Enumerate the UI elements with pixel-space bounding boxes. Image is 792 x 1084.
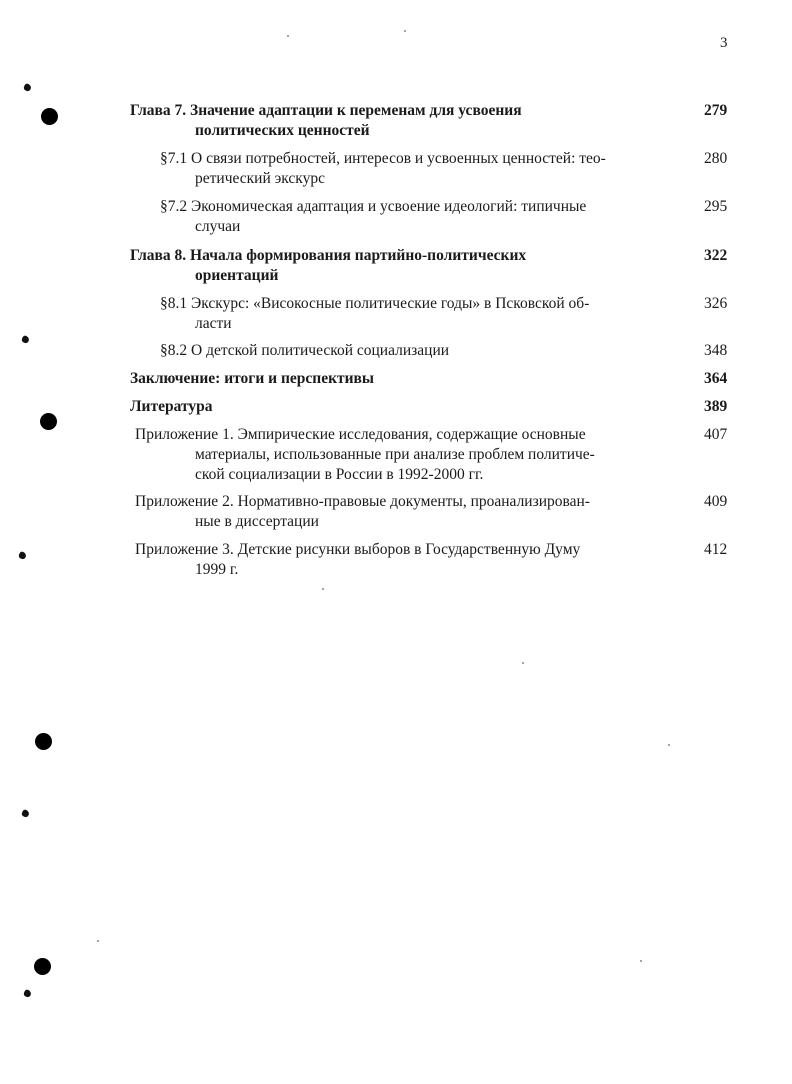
entry-page-number: 364 bbox=[704, 370, 728, 387]
entry-title-line: Приложение 1. Эмпирические исследования, содержащие основные bbox=[135, 426, 586, 443]
entry-page-number: 326 bbox=[704, 295, 728, 312]
entry-title-line: ориентаций bbox=[195, 267, 279, 284]
entry-title-line: Приложение 2. Нормативно-правовые документы, проанализирован- bbox=[135, 493, 590, 510]
entry-title-line: Литература bbox=[130, 398, 213, 415]
entry-page-number: 322 bbox=[704, 247, 728, 264]
entry-title-line: политических ценностей bbox=[195, 122, 370, 139]
entry-page-number: 280 bbox=[704, 150, 728, 167]
entry-page-number: 279 bbox=[704, 102, 728, 119]
entry-page-number: 407 bbox=[704, 426, 728, 443]
entry-title-line: Глава 7. Значение адаптации к переменам для усвоения bbox=[130, 102, 522, 119]
entry-page-number: 412 bbox=[704, 541, 728, 558]
entry-title-line: ные в диссертации bbox=[195, 513, 319, 530]
entry-title-line: Глава 8. Начала формирования партийно-политических bbox=[130, 247, 527, 264]
entry-title-line: ретический экскурс bbox=[195, 170, 326, 187]
entry-title-line: §8.2 О детской политической социализации bbox=[160, 342, 450, 359]
entry-page-number: 295 bbox=[704, 198, 728, 215]
entry-title-line: ской социализации в России в 1992-2000 гг. bbox=[195, 466, 484, 483]
entry-title-line: Заключение: итоги и перспективы bbox=[130, 370, 375, 387]
entry-title-line: Приложение 3. Детские рисунки выборов в Государственную Думу bbox=[135, 541, 581, 558]
entry-title-line: материалы, использованные при анализе проблем политиче- bbox=[195, 446, 595, 463]
entry-title-line: случаи bbox=[195, 218, 241, 235]
entry-page-number: 409 bbox=[704, 493, 728, 510]
page-number: 3 bbox=[720, 35, 728, 51]
entry-page-number: 348 bbox=[704, 342, 728, 359]
entry-title-line: §8.1 Экскурс: «Високосные политические годы» в Псковской об- bbox=[160, 295, 590, 312]
entry-page-number: 389 bbox=[704, 398, 728, 415]
entry-title-line: ласти bbox=[195, 315, 232, 332]
entry-title-line: 1999 г. bbox=[195, 561, 239, 578]
entry-title-line: §7.1 О связи потребностей, интересов и усвоенных ценностей: тео- bbox=[160, 150, 606, 167]
entry-title-line: §7.2 Экономическая адаптация и усвоение идеологий: типичные bbox=[160, 198, 587, 215]
